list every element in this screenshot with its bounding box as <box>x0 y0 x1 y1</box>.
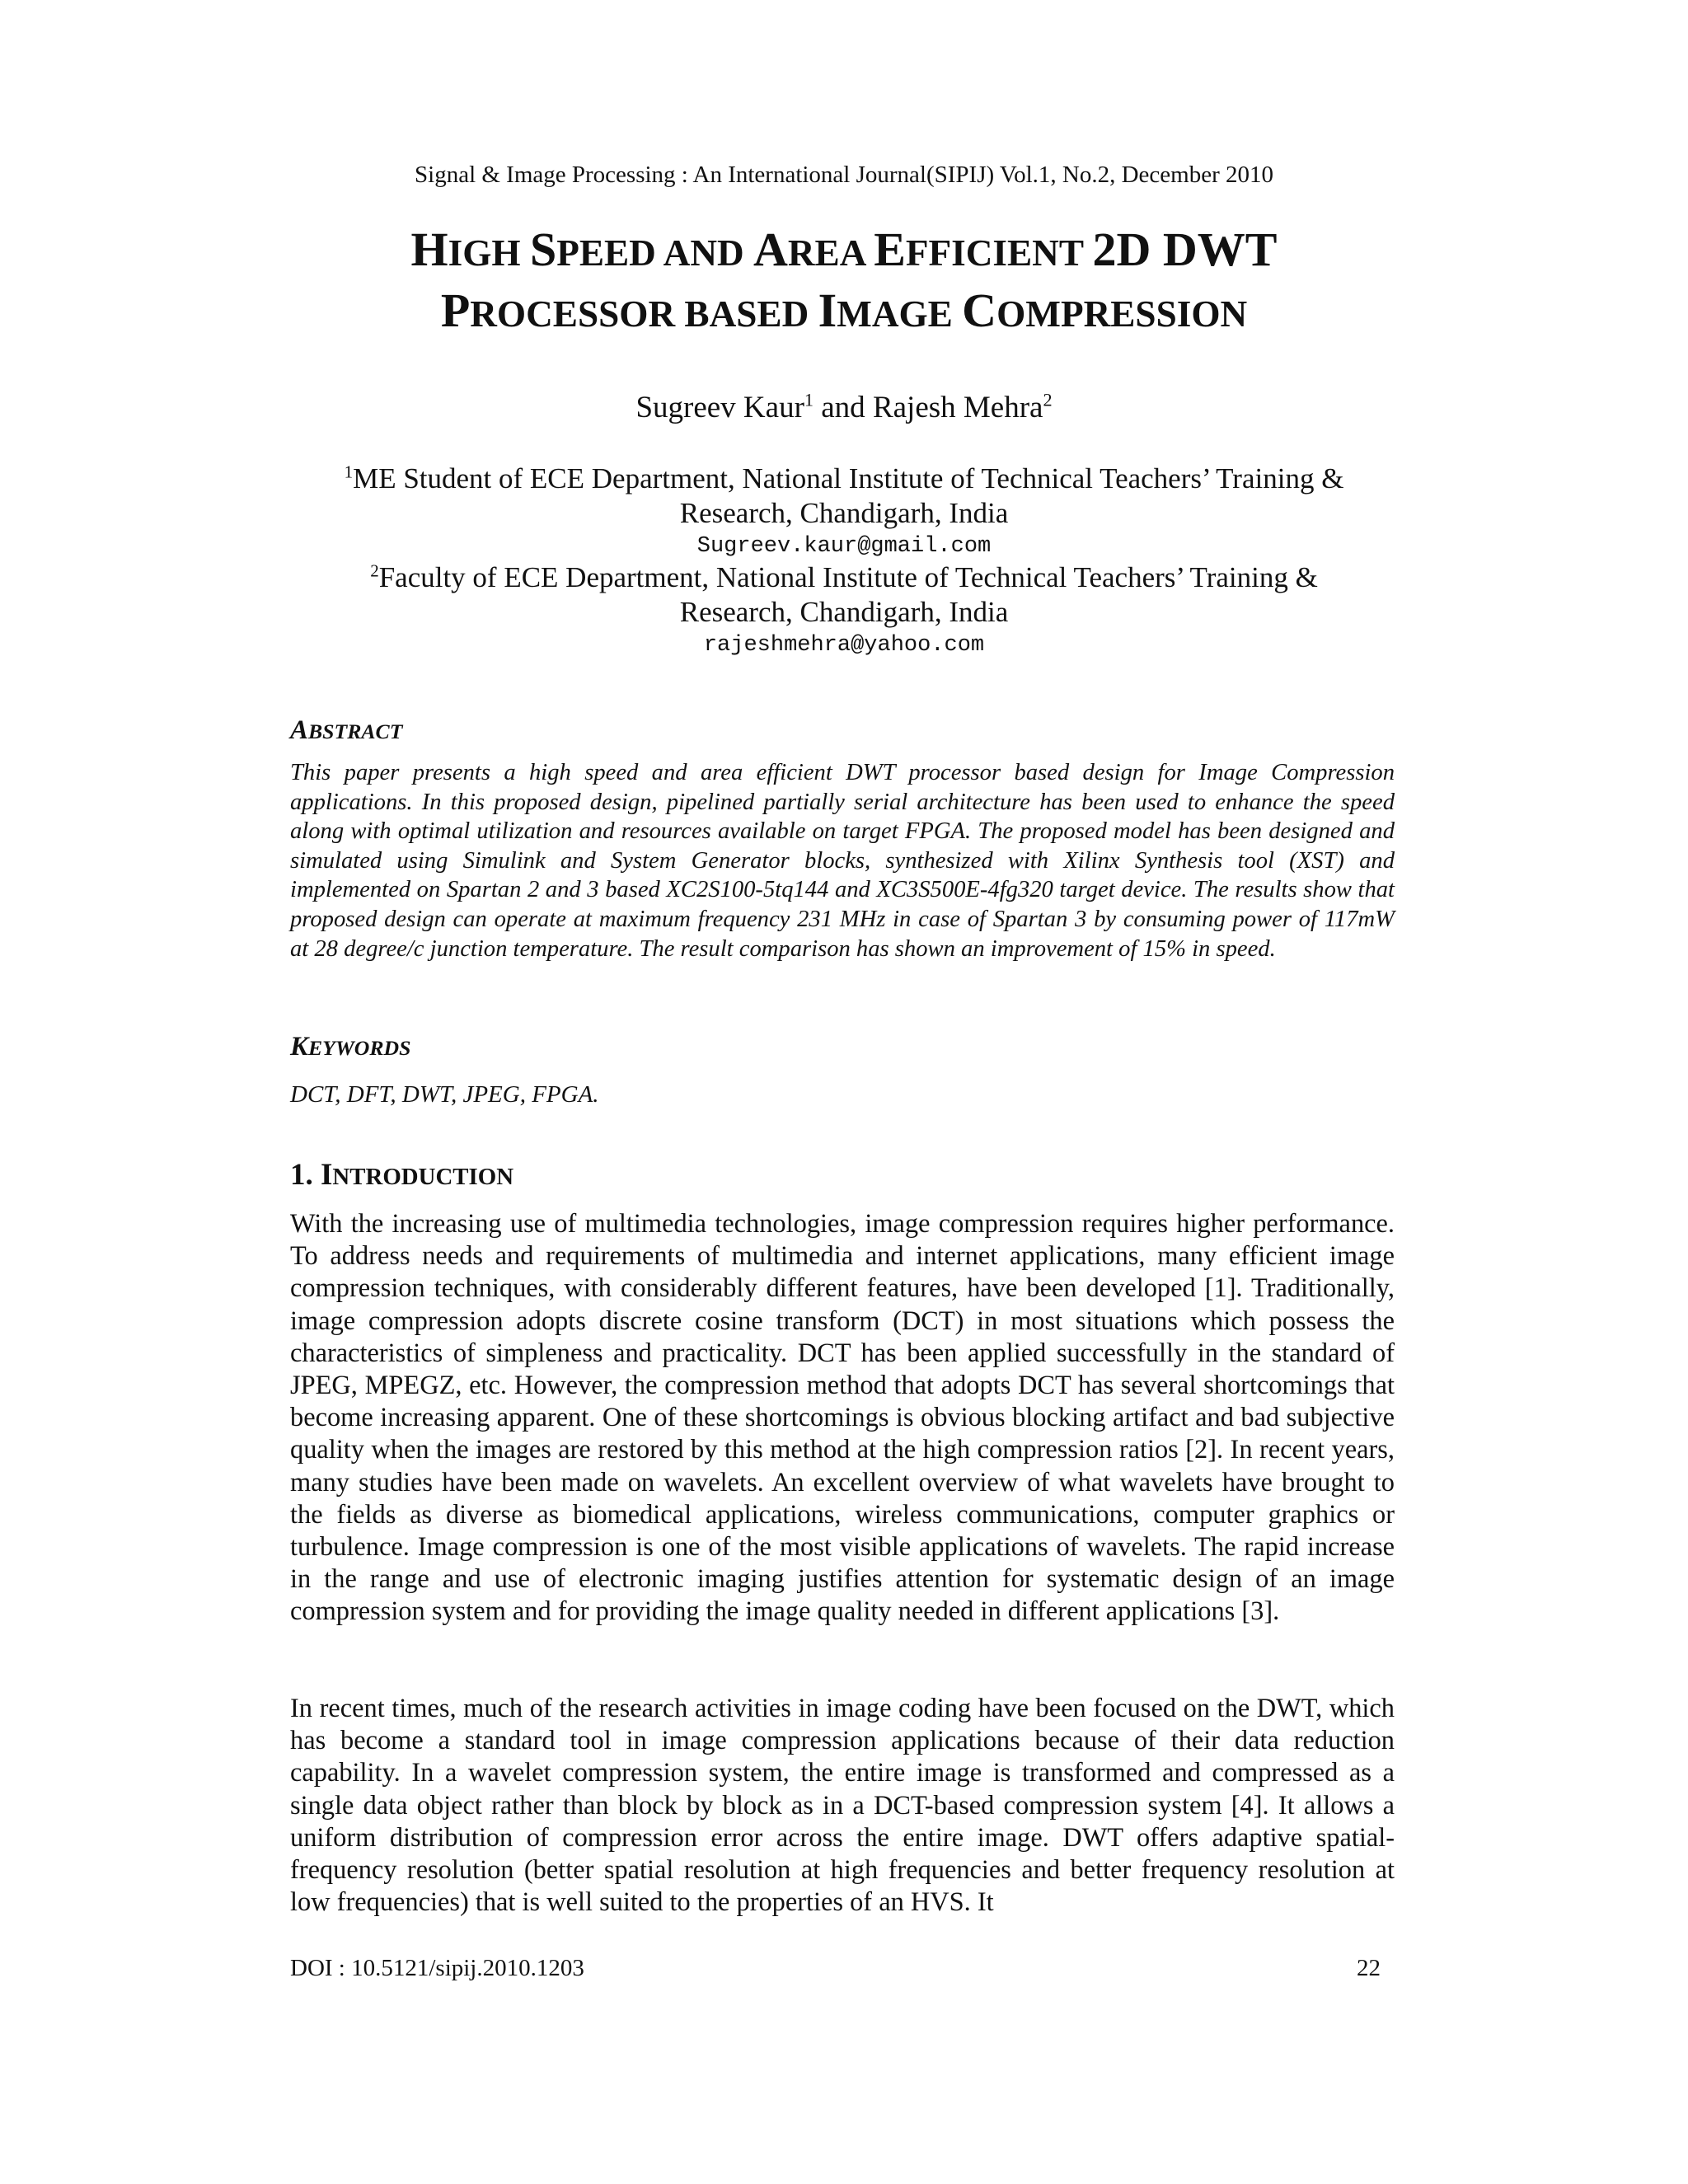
author-name: Sugreev Kaur <box>635 391 804 424</box>
abstract-text: This paper presents a high speed and area efficient DWT processor based design for Image Compression applications. In this proposed design, pipelined partially serial architecture has been used to enhance the speed along with optimal utilization and resources available on target FPGA. The proposed model has been designed and simulated using Simulink and System Generator blocks, synthesized with Xilinx Synthesis tool (XST) and implemented on Spartan 2 and 3 based XC2S100-5tq144 and XC3S500E-4fg320 target device. The results show that proposed design can operate at maximum frequency 231 MHz in case of Spartan 3 by consuming power of 117mW at 28 degree/c junction temperature. The result comparison has shown an improvement of 15% in speed. <box>290 760 1395 962</box>
paper-title <box>0 221 1688 343</box>
keywords-text: DCT, DFT, DWT, JPEG, FPGA. <box>290 1081 599 1108</box>
keywords-heading: KEYWORDS <box>290 1032 411 1062</box>
introduction-heading: 1. INTRODUCTION <box>290 1158 514 1192</box>
author-name: Rajesh Mehra <box>872 391 1043 424</box>
author-email[interactable]: Sugreev.kaur@gmail.com <box>696 534 992 559</box>
author-affil-mark: 1 <box>804 389 814 410</box>
author-line: Sugreev Kaur$^1$ and Rajesh Mehra$^2$ <box>635 389 1053 424</box>
doi-footer: DOI : 10.5121/sipij.2010.1203 <box>290 1955 584 1981</box>
affiliation-2: $^2$Faculty of ECE Department, National Institute of Technical Teachers’ Training & Research, Chandigarh, India rajeshmehra@yahoo.com <box>0 560 1688 661</box>
title-line-2: PROCESSOR BASED IMAGE COMPRESSION <box>440 284 1248 337</box>
author-affil-mark: 2 <box>1043 389 1053 410</box>
body-paragraph: With the increasing use of multimedia technologies, image compression requires higher performance. To address needs and requirements of multimedia and internet applications, many efficient image compression techniques, with considerably different features, have been developed [1]. Traditionally, image compression adopts discrete cosine transform (DCT) in most situations which possess the characteristics of simpleness and practicality. DCT has been applied successfully in the standard of JPEG, MPEGZ, etc. However, the compression method that adopts DCT has several shortcomings that become increasing apparent. One of these shortcomings is obvious blocking artifact and bad subjective quality when the images are restored by this method at the high compression ratios [2]. In recent years, many studies have been made on wavelets. An excellent overview of what wavelets have brought to the fields as diverse as biomedical applications, wireless communications, computer graphics or turbulence. Image compression is one of the most visible applications of wavelets. The rapid increase in the range and use of electronic imaging justifies attention for systematic design of an image compression system and for providing the image quality needed in different applications [3]. <box>290 1209 1395 1627</box>
page-number: 22 <box>1357 1955 1381 1981</box>
abstract-heading: ABSTRACT <box>290 715 403 745</box>
body-paragraph: In recent times, much of the research activities in image coding have been focused on the DWT, which has become a standard tool in image compression applications because of their data reduction capability. In a wavelet compression system, the entire image is transformed and compressed as a single data object rather than block by block as in a DCT-based compression system [4]. It allows a uniform distribution of compression error across the entire image. DWT offers adaptive spatial-frequency resolution (better spatial resolution at high frequencies and better frequency resolution at low frequencies) that is well suited to the properties of an HVS. It <box>290 1694 1395 1918</box>
title-line-1: HIGH SPEED AND AREA EFFICIENT 2D DWT <box>410 223 1278 276</box>
running-header: Signal & Image Processing : An International Journal(SIPIJ) Vol.1, No.2, December 2010 <box>415 162 1273 188</box>
author-email[interactable]: rajeshmehra@yahoo.com <box>703 633 985 658</box>
affiliation-1: $^1$ME Student of ECE Department, National Institute of Technical Teachers’ Training & Research, Chandigarh, India Sugreev.kaur@gmail.com <box>0 462 1688 562</box>
